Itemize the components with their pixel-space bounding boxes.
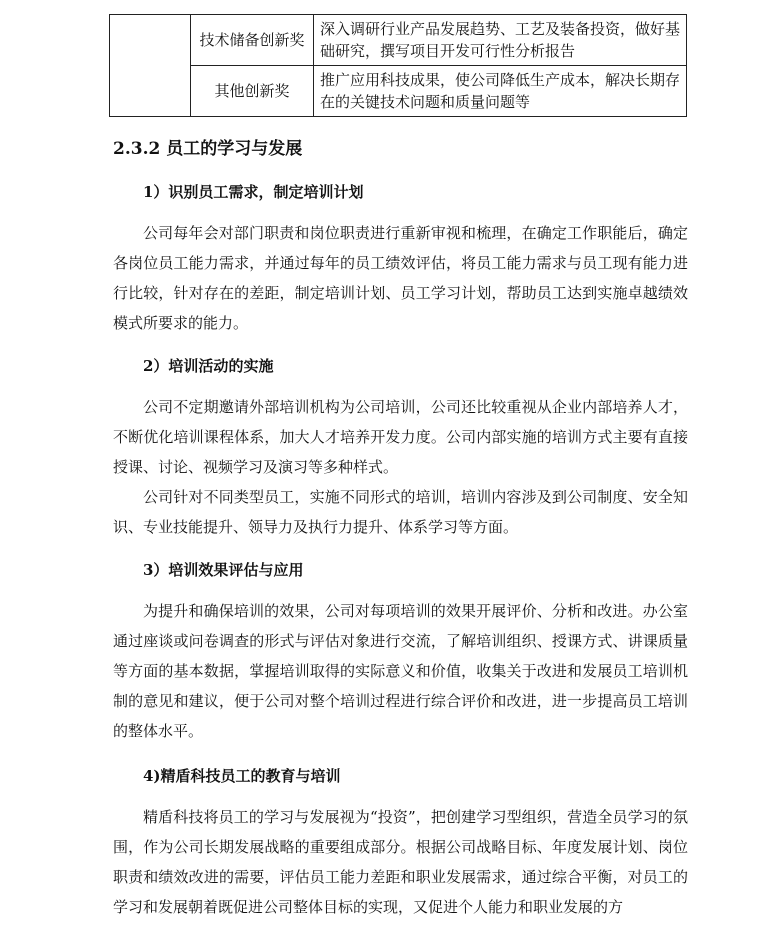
table-row — [110, 66, 687, 117]
award-table — [109, 14, 687, 117]
table-row — [110, 15, 687, 66]
award-name-cell: 其他创新奖 — [191, 66, 314, 117]
paragraph: 公司每年会对部门职责和岗位职责进行重新审视和梳理，在确定工作职能后，确定各岗位员工能力需求，并通过每年的员工绩效评估，将员工能力需求与员工现有能力进行比较，针对存在的差距，制定培训计划、员工学习计划，帮助员工达到实施卓越绩效模式所要求的能力。 — [113, 224, 688, 332]
paragraph: 公司针对不同类型员工，实施不同形式的培训，培训内容涉及到公司制度、安全知识、专业技能提升、领导力及执行力提升、体系学习等方面。 — [113, 488, 688, 536]
category-cell — [110, 15, 191, 117]
paragraph: 精盾科技将员工的学习与发展视为“投资”，把创建学习型组织，营造全员学习的氛围，作为公司长期发展战略的重要组成部分。根据公司战略目标、年度发展计划、岗位职责和绩效改进的需要，评估员工能力差距和职业发展需求，通过综合平衡，对员工的学习和发展朝着既促进公司整体目标的实现，又促进个人能力和职业发展的方 — [113, 808, 688, 916]
section-title: 2.3.2 员工的学习与发展 — [113, 139, 303, 159]
award-name-cell: 技术储备创新奖 — [191, 15, 314, 66]
subsection-heading: 3）培训效果评估与应用 — [143, 561, 304, 579]
paragraph: 为提升和确保培训的效果，公司对每项培训的效果开展评价、分析和改进。办公室通过座谈或问卷调查的形式与评估对象进行交流，了解培训组织、授课方式、讲课质量等方面的基本数据，掌握培训取得的实际意义和价值，收集关于改进和发展员工培训机制的意见和建议，便于公司对整个培训过程进行综合评价和改进，进一步提高员工培训的整体水平。 — [113, 602, 688, 740]
subsection-heading: 1）识别员工需求，制定培训计划 — [143, 183, 364, 201]
subsection-heading: 2）培训活动的实施 — [143, 357, 274, 375]
award-description-cell: 推广应用科技成果，使公司降低生产成本，解决长期存在的关键技术问题和质量问题等 — [314, 66, 687, 117]
subsection-heading: 4)精盾科技员工的教育与培训 — [143, 767, 341, 785]
award-description-cell: 深入调研行业产品发展趋势、工艺及装备投资，做好基础研究，撰写项目开发可行性分析报告 — [314, 15, 687, 66]
paragraph: 公司不定期邀请外部培训机构为公司培训，公司还比较重视从企业内部培养人才，不断优化培训课程体系，加大人才培养开发力度。公司内部实施的培训方式主要有直接授课、讨论、视频学习及演习等多种样式。 — [113, 398, 688, 476]
